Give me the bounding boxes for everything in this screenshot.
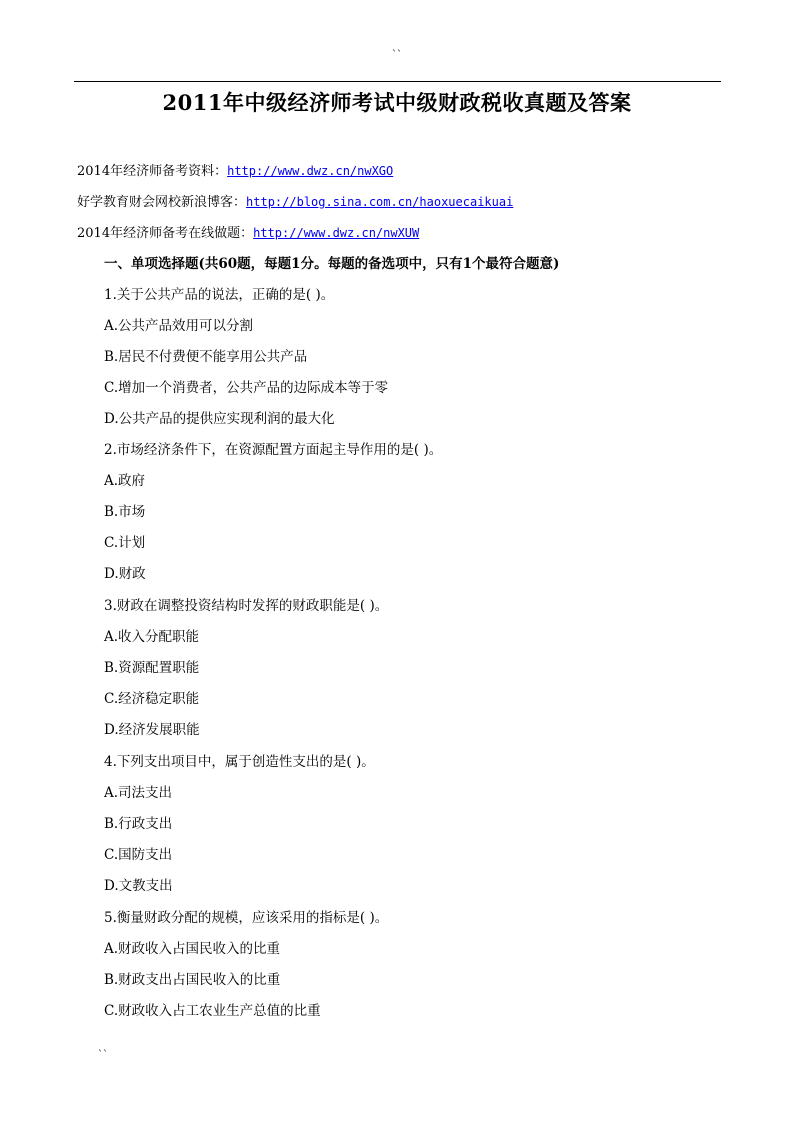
link-label: 2014年经济师备考资料： (77, 164, 228, 179)
question-option: D.经济发展职能 (104, 722, 200, 738)
question-option: B.财政支出占国民收入的比重 (104, 972, 281, 988)
link-url[interactable]: http://blog.sina.com.cn/haoxuecaikuai (246, 195, 514, 209)
question-option: D.文教支出 (104, 878, 173, 894)
question-option: A.司法支出 (104, 785, 173, 801)
question-stem: 4.下列支出项目中，属于创造性支出的是( )。 (104, 754, 375, 770)
link-url[interactable]: http://www.dwz.cn/nwXGO (227, 164, 394, 178)
question-option: A.政府 (104, 473, 146, 489)
link-row-practice (77, 224, 419, 243)
link-label: 2014年经济师备考在线做题： (77, 226, 254, 241)
question-option: B.资源配置职能 (104, 660, 200, 676)
question-stem: 2.市场经济条件下，在资源配置方面起主导作用的是( )。 (104, 442, 443, 458)
question-stem: 3.财政在调整投资结构时发挥的财政职能是( )。 (104, 598, 389, 614)
question-option: C.国防支出 (104, 847, 173, 863)
question-option: D.公共产品的提供应实现利润的最大化 (104, 411, 335, 427)
link-url[interactable]: http://www.dwz.cn/nwXUW (253, 226, 420, 240)
question-option: B.市场 (104, 504, 146, 520)
document-title: 2011年中级经济师考试中级财政税收真题及答案 (162, 90, 632, 115)
question-option: B.居民不付费便不能享用公共产品 (104, 349, 308, 365)
question-option: C.增加一个消费者，公共产品的边际成本等于零 (104, 380, 389, 396)
link-row-materials (77, 162, 393, 181)
question-stem: 1.关于公共产品的说法，正确的是( )。 (104, 287, 335, 303)
question-option: A.收入分配职能 (104, 629, 200, 645)
question-option: B.行政支出 (104, 816, 173, 832)
header-divider (74, 81, 721, 82)
question-option: C.财政收入占工农业生产总值的比重 (104, 1003, 321, 1019)
question-option: C.计划 (104, 535, 146, 551)
question-option: A.财政收入占国民收入的比重 (104, 941, 281, 957)
page-header-mark: `` (392, 50, 402, 61)
link-row-blog (77, 193, 513, 212)
question-option: A.公共产品效用可以分割 (104, 318, 254, 334)
question-option: C.经济稳定职能 (104, 691, 200, 707)
page-footer-mark: `` (98, 1050, 108, 1061)
link-label: 好学教育财会网校新浪博客： (77, 195, 247, 210)
section-heading: 一、单项选择题(共60题，每题1分。每题的备选项中，只有1个最符合题意) (104, 256, 560, 272)
question-option: D.财政 (104, 566, 146, 582)
question-stem: 5.衡量财政分配的规模，应该采用的指标是( )。 (104, 910, 389, 926)
